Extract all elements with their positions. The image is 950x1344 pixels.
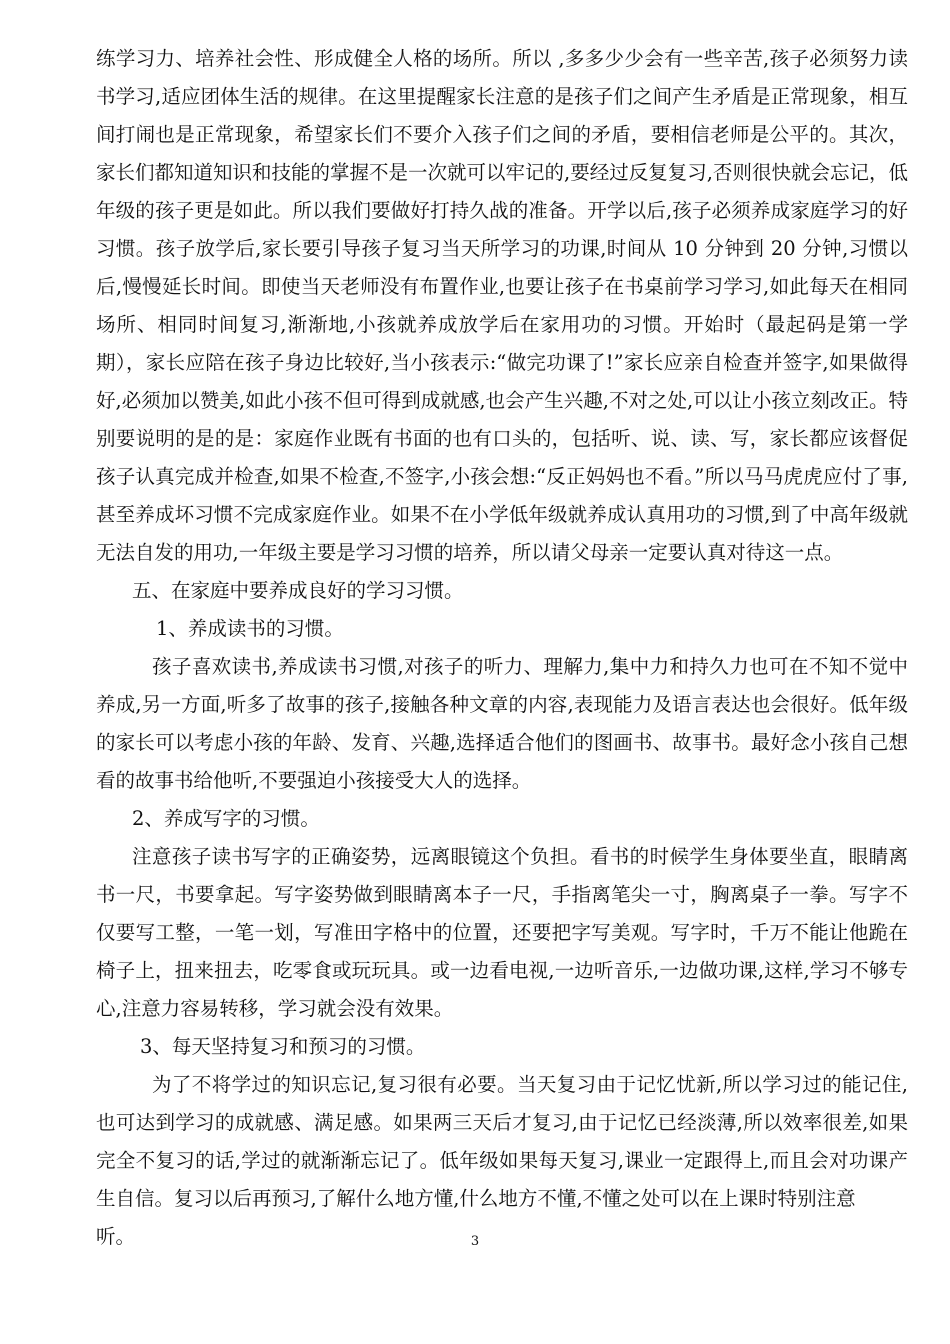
paragraph-review-habit: 为了不将学过的知识忘记,复习很有必要。当天复习由于记忆忧新,所以学习过的能记住,也可达到学习的成就感、满足感。如果两三天后才复习,由于记忆已经淡薄,所以效率很差,如果完全不复习的话,学过的就渐渐忘记了。低年级如果每天复习,课业一定跟得上,而且会对功课产生自信。复习以后再预习,了解什么地方懂,什么地方不懂,不懂之处可以在上课时特别注意: [96, 1073, 908, 1210]
subheading-writing-habit: 2、养成写字的习惯。: [132, 807, 320, 830]
subheading-review-habit: 3、每天坚持复习和预习的习惯。: [140, 1035, 426, 1058]
page-number: 3: [470, 1234, 480, 1249]
section-heading-five: 五、在家庭中要养成良好的学习习惯。: [132, 579, 464, 602]
paragraph-reading-habit: 孩子喜欢读书,养成读书习惯,对孩子的听力、理解力,集中力和持久力也可在不知不觉中养成,另一方面,听多了故事的孩子,接触各种文章的内容,表现能力及语言表达也会很好。低年级的家长可以考虑小孩的年龄、发育、兴趣,选择适合他们的图画书、故事书。最好念小孩自己想看的故事书给他听,不要强迫小孩接受大人的选择。: [96, 655, 908, 792]
subheading-reading-habit: 1、养成读书的习惯。: [156, 617, 344, 640]
paragraph-review-habit-end: 听。: [96, 1225, 136, 1248]
paragraph-continued: 练学习力、培养社会性、形成健全人格的场所。所以 ,多多少少会有一些辛苦,孩子必须努力读书学习,适应团体生活的规律。在这里提醒家长注意的是孩子们之间产生矛盾是正常现象，相互间打闹也是正常现象，希望家长们不要介入孩子们之间的矛盾，要相信老师是公平的。其次， 家长们都知道知识和技能的掌握不是一次就可以牢记的,要经过反复复习,否则很快就会忘记，低年级的孩子更是如此。所以我们要做好打持久战的准备。开学以后,孩子必须养成家庭学习的好习惯。孩子放学后,家长要引导孩子复习当天所学习的功课,时间从 10 分钟到 20 分钟,习惯以后,慢慢延长时间。即使当天老师没有布置作业,也要让孩子在书桌前学习学习,如此每天在相同场所、相同时间复习,渐渐地,小孩就养成放学后在家用功的习惯。开始时（最起码是第一学期），家长应陪在孩子身边比较好,当小孩表示:“做完功课了!”家长应亲自检查并签字,如果做得好,必须加以赞美,如此小孩不但可得到成就感,也会产生兴趣,不对之处,可以让小孩立刻改正。特别要说明的是的是：家庭作业既有书面的也有口头的，包括听、说、读、写，家长都应该督促孩子认真完成并检查,如果不检查,不签字,小孩会想:“反正妈妈也不看。”所以马马虎虎应付了事,甚至养成坏习惯不完成家庭作业。如果不在小学低年级就养成认真用功的习惯,到了中高年级就无法自发的用功,一年级主要是学习习惯的培养，所以请父母亲一定要认真对待这一点。: [96, 47, 908, 564]
paragraph-writing-habit: 注意孩子读书写字的正确姿势，远离眼镜这个负担。看书的时候学生身体要坐直，眼睛离书一尺，书要拿起。写字姿势做到眼睛离本子一尺，手指离笔尖一寸，胸离桌子一拳。写字不仅要写工整，一笔一划，写准田字格中的位置，还要把字写美观。写字时，千万不能让他跪在椅子上，扭来扭去，吃零食或玩玩具。或一边看电视,一边听音乐,一边做功课,这样,学习不够专心,注意力容易转移，学习就会没有效果。: [96, 845, 908, 1020]
page-body: [96, 40, 908, 1256]
